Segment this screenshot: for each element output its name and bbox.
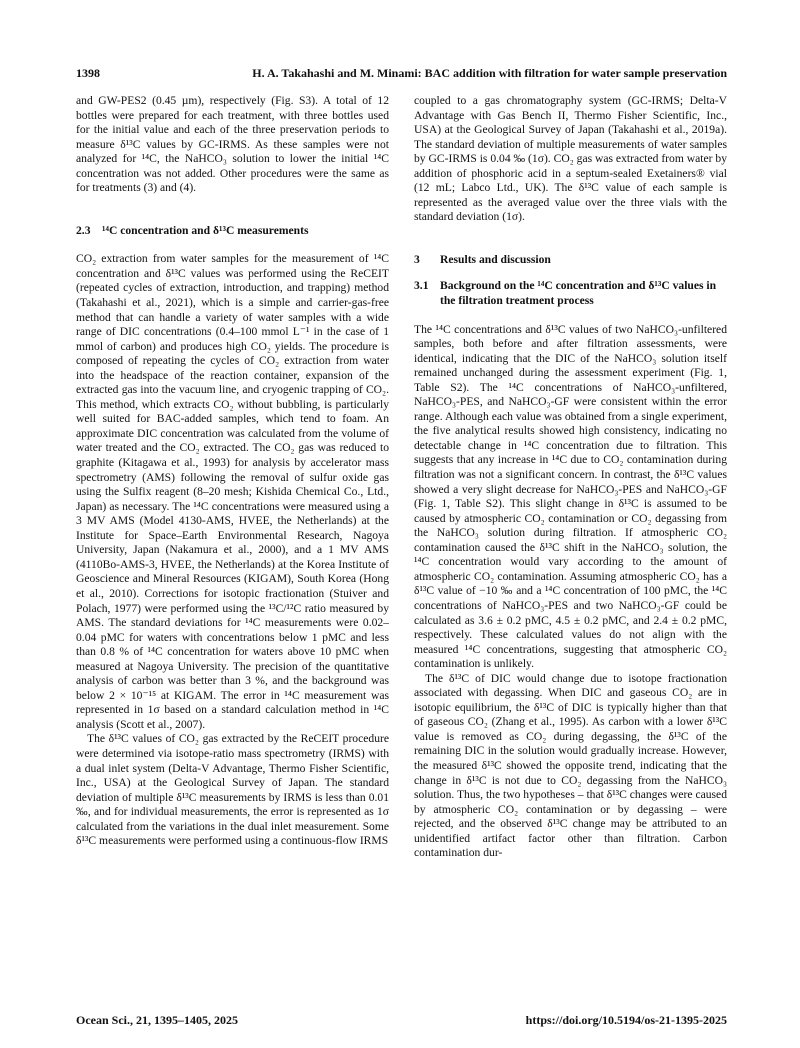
section-number: 3.1 (414, 279, 429, 293)
doi-link[interactable]: https://doi.org/10.5194/os-21-1395-2025 (525, 1013, 727, 1027)
paragraph: coupled to a gas chromatography system (GC-IRMS; Delta-V Advantage with Gas Bench II, Thermo Fisher Scientific, Inc., USA) at the Geological Survey of Japan (Takahashi et al., 2019a). The standard deviation of multiple measurements of water samples by GC-IRMS is 0.04 ‰ (1σ). CO₂ gas was extracted from water by addition of phosphoric acid in a septum-sealed Exetainers® vial (12 mL; Labco Ltd., UK). The δ¹³C value of each sample is represented as the averaged value over the three vials with the standard deviation (1σ). (414, 94, 727, 224)
paragraph: The δ¹³C values of CO₂ gas extracted by the ReCEIT procedure were determined via isotope-ratio mass spectrometry (IRMS) with a dual inlet system (Delta-V Advantage, Thermo Fisher Scientific, Inc., USA) at the Geological Survey of Japan. The standard deviation of multiple δ¹³C measurements by IRMS is less than 0.01 ‰, and for individual measurements, the error is represented as 1σ calculated from the variations in the dual inlet measurement. Some δ¹³C measurements were performed using a continuous-flow IRMS (76, 732, 389, 848)
section-number: 3 (414, 252, 420, 266)
paragraph: The δ¹³C of DIC would change due to isotope fractionation associated with degassing. When DIC and gaseous CO₂ are in isotopic equilibrium, the δ¹³C of DIC is typically higher than that of gaseous CO₂ (Zhang et al., 1995). As carbon with a lower δ¹³C value is removed as CO₂ during degassing, the δ¹³C of the remaining DIC in the solution would gradually increase. However, the measured δ¹³C showed the opposite trend, indicating that the change in δ¹³C is not due to CO₂ degassing from the NaHCO₃ solution. Thus, the two hypotheses – that δ¹³C changes were caused by atmospheric CO₂ contamination or by degassing – were rejected, and the observed δ¹³C change may be attributed to an unidentified artifact factor other than filtration. Carbon contamination dur- (414, 671, 727, 860)
right-column (414, 94, 727, 994)
running-title: H. A. Takahashi and M. Minami: BAC addition with filtration for water sample preservation (252, 66, 727, 80)
page-number: 1398 (76, 66, 100, 80)
paragraph: and GW-PES2 (0.45 µm), respectively (Fig. S3). A total of 12 bottles were prepared for each treatment, with three bottles used for the initial value and each of the three preservation periods to measure δ¹³C values by GC-IRMS. As these samples were not analyzed for ¹⁴C, the NaHCO₃ solution to lower the initial ¹⁴C concentration was not added. Other procedures were the same as for treatments (3) and (4). (76, 94, 389, 195)
section-heading-2-3 (76, 224, 389, 239)
left-column (76, 94, 389, 994)
running-header (76, 66, 727, 82)
journal-citation: Ocean Sci., 21, 1395–1405, 2025 (76, 1013, 238, 1027)
section-title: Background on the ¹⁴C concentration and δ¹³C values in the filtration treatment process (440, 279, 717, 308)
section-title: Results and discussion (440, 252, 551, 266)
section-title: ¹⁴C concentration and δ¹³C measurements (102, 223, 309, 237)
section-number: 2.3 (76, 223, 91, 237)
section-heading-3-1 (414, 279, 727, 308)
paragraph: The ¹⁴C concentrations and δ¹³C values of two NaHCO₃-unfiltered samples, both before and after filtration assessments, were identical, indicating that the DIC of the NaHCO₃ solution itself remained unchanged during the assessment experiment (Fig. 1, Table S2). The ¹⁴C concentrations of NaHCO₃-unfiltered, NaHCO₃-PES, and NaHCO₃-GF were consistent within the error range. Although each value was obtained from a single experiment, the five analytical results showed high consistency, indicating no detectable change in ¹⁴C concentration due to filtration. This suggests that any increase in ¹⁴C due to CO₂ contamination during filtration was not a significant concern. In contrast, the δ¹³C values showed a very slight decrease for NaHCO₃-PES and NaHCO₃-GF (Fig. 1, Table S2). This slight change in δ¹³C is assumed to be caused by atmospheric CO₂ contamination or CO₂ degassing from the NaHCO₃ solution during filtration. If atmospheric CO₂ contamination caused the δ¹³C shift in the NaHCO₃ solution, the ¹⁴C concentration would vary according to the amount of atmospheric CO₂ contamination. Assuming atmospheric CO₂ has a δ¹³C value of −10 ‰ and a ¹⁴C concentration of 100 pMC, the ¹⁴C concentrations of NaHCO₃-PES and two NaHCO₃-GF could be calculated as 3.6 ± 0.2 pMC, 4.5 ± 0.2 pMC, and 2.4 ± 0.2 pMC, respectively. These calculated values do not align with the measured ¹⁴C concentrations, suggesting that atmospheric CO₂ contamination is unlikely. (414, 322, 727, 671)
paragraph: CO₂ extraction from water samples for the measurement of ¹⁴C concentration and δ¹³C values was performed using the ReCEIT (repeated cycles of extraction, introduction, and trapping) method (Takahashi et al., 2021), which is a simple and carrier-gas-free method that can handle a variety of water samples with a wide range of DIC concentrations (0.4–100 mmol L⁻¹ in the case of 1 mmol of carbon) and produces high CO₂ yields. The procedure is composed of repeating the cycles of CO₂ extraction from water into the headspace of the reaction container, expansion of the extracted gas into the vacuum line, and cryogenic trapping of CO₂. This method, which extracts CO₂ without bubbling, is particularly well suited for BAC-added samples, which tend to foam. An approximate DIC concentration was calculated from the volume of water treated and the CO₂ extracted. The CO₂ gas was reduced to graphite (Kitagawa et al., 1993) for analysis by accelerator mass spectrometry (AMS) following the removal of sulfur oxide gas using the Sulfix reagent (8–20 mesh; Kishida Chemical Co., Ltd., Japan) as necessary. The ¹⁴C concentrations were measured using a 3 MV AMS (Model 4130-AMS, HVEE, the Netherlands) at the Institute for Space–Earth Environmental Research, Nagoya University, Japan (Nakamura et al., 2000), and a 1 MV AMS (4110Bo-AMS-3, HVEE, the Netherlands) at the Korea Institute of Geoscience and Mineral Resources (KIGAM), South Korea (Hong et al., 2010). Corrections for isotopic fractionation (Stuiver and Polach, 1977) were performed using the ¹³C/¹²C ratio measured by AMS. The standard deviations for ¹⁴C measurements were 0.02–0.04 pMC for waters with concentrations below 1 pMC and less than 0.8 % of ¹⁴C concentration for waters above 10 pMC when measured at Nagoya University. The precision of the quantitative analysis of carbon was better than 3 %, and the background was below 2 × 10⁻¹⁵ at KIGAM. The error in ¹⁴C measurement was represented in 1σ based on a standard calculation method in ¹⁴C analysis (Scott et al., 2007). (76, 252, 389, 731)
page-footer (76, 1013, 727, 1029)
section-heading-3 (414, 253, 727, 268)
